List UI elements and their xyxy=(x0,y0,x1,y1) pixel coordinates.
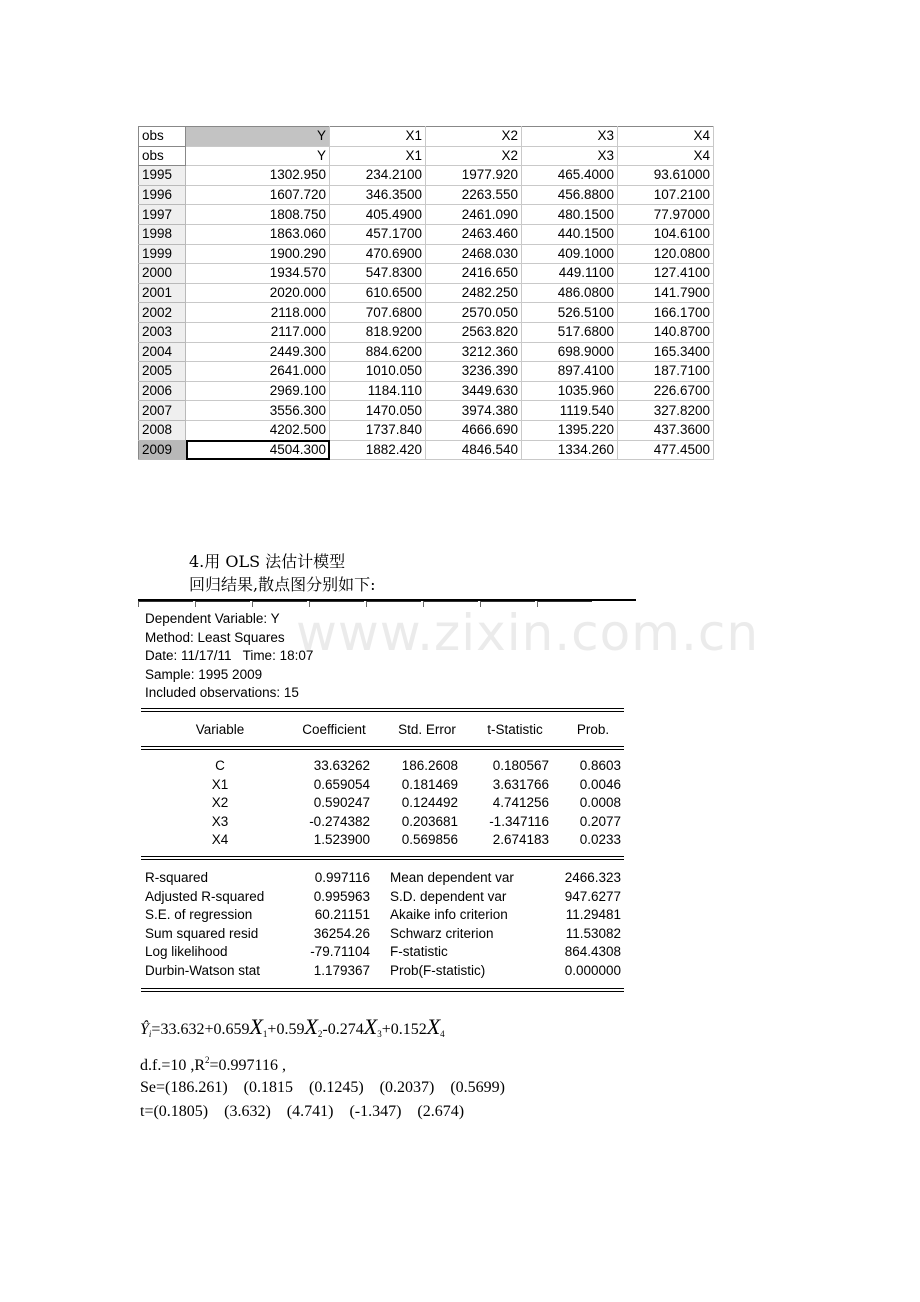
std-error-value: 0.569856 xyxy=(401,832,458,848)
value-cell[interactable]: 610.6500 xyxy=(330,283,426,303)
table-row xyxy=(139,342,714,362)
stat-value: 11.53082 xyxy=(565,925,621,941)
stat-label: S.E. of regression xyxy=(145,907,253,923)
obs-cell[interactable]: 2004 xyxy=(139,342,186,362)
table-row xyxy=(139,303,714,323)
stat-label: Schwarz criterion xyxy=(390,925,494,941)
info-line: Included observations: 15 xyxy=(145,685,299,701)
std-error-value: 186.2608 xyxy=(401,758,458,773)
stat-label: R-squared xyxy=(145,870,209,885)
value-cell[interactable]: 2263.550 xyxy=(426,185,522,205)
stat-label: Akaike info criterion xyxy=(390,907,508,923)
table-row xyxy=(139,322,714,342)
value-cell[interactable]: 1184.110 xyxy=(330,381,426,401)
value-cell[interactable]: 1977.920 xyxy=(426,166,522,186)
value-cell[interactable]: 517.6800 xyxy=(522,322,618,342)
value-cell[interactable]: X3 xyxy=(522,146,618,166)
stat-value: 1.179367 xyxy=(313,963,370,978)
value-cell[interactable]: 234.2100 xyxy=(330,166,426,186)
prob-value: 0.0008 xyxy=(579,795,621,811)
header-row xyxy=(139,127,714,147)
obs-cell[interactable]: obs xyxy=(139,127,186,147)
std-error-value: 0.203681 xyxy=(401,813,458,829)
value-cell[interactable]: 1900.290 xyxy=(186,244,330,264)
obs-cell[interactable]: 2006 xyxy=(139,381,186,401)
variable-name: C xyxy=(215,758,225,773)
prob-value: 0.2077 xyxy=(579,813,621,829)
value-cell[interactable]: 884.6200 xyxy=(330,342,426,362)
value-cell[interactable]: 1607.720 xyxy=(186,185,330,205)
value-cell[interactable]: 437.3600 xyxy=(618,420,714,440)
column-header: t-Statistic xyxy=(487,722,543,737)
prob-value: 0.8603 xyxy=(579,758,621,773)
value-cell[interactable]: 547.8300 xyxy=(330,264,426,284)
table-row xyxy=(139,185,714,205)
value-cell[interactable]: 470.6900 xyxy=(330,244,426,264)
value-cell[interactable]: 127.4100 xyxy=(618,264,714,284)
obs-cell[interactable]: 2001 xyxy=(139,283,186,303)
value-cell[interactable]: 1737.840 xyxy=(330,420,426,440)
info-line: Date: 11/17/11 Time: 18:07 xyxy=(145,648,314,664)
obs-cell[interactable]: 2009 xyxy=(139,440,186,460)
value-cell[interactable]: Y xyxy=(186,146,330,166)
value-cell[interactable]: 346.3500 xyxy=(330,185,426,205)
table-row xyxy=(139,205,714,225)
intro-text: 回归结果,散点图分别如下: xyxy=(189,575,376,594)
value-cell[interactable]: 1334.260 xyxy=(522,440,618,460)
table-row xyxy=(139,440,714,460)
value-cell[interactable]: 4504.300 xyxy=(186,440,330,460)
step-heading: 4.用 OLS 法估计模型 xyxy=(189,552,346,571)
value-cell[interactable]: 226.6700 xyxy=(618,381,714,401)
table-row xyxy=(139,381,714,401)
value-cell[interactable]: 480.1500 xyxy=(522,205,618,225)
stat-label: F-statistic xyxy=(390,944,448,960)
stat-value: 947.6277 xyxy=(564,888,621,904)
value-cell[interactable]: 2020.000 xyxy=(186,283,330,303)
value-cell[interactable]: 477.4500 xyxy=(618,440,714,460)
t-stat-value: 3.631766 xyxy=(492,776,549,792)
column-header: Std. Error xyxy=(398,722,456,737)
column-header: Prob. xyxy=(576,722,610,737)
value-cell[interactable]: 2117.000 xyxy=(186,322,330,342)
variable-name: X2 xyxy=(211,795,229,811)
value-cell[interactable]: X3 xyxy=(522,127,618,147)
coefficient-value: 0.590247 xyxy=(313,795,370,811)
value-cell[interactable]: 2449.300 xyxy=(186,342,330,362)
stat-value: 864.4308 xyxy=(564,944,621,960)
value-cell[interactable]: 2482.250 xyxy=(426,283,522,303)
df-line: d.f.=10 $,R^2=0.997116$ , xyxy=(140,1055,286,1074)
column-header: Variable xyxy=(195,722,245,737)
value-cell[interactable]: 3974.380 xyxy=(426,401,522,421)
obs-cell[interactable]: 1998 xyxy=(139,224,186,244)
value-cell[interactable]: X1 xyxy=(330,146,426,166)
info-line: Method: Least Squares xyxy=(145,629,285,645)
value-cell[interactable]: 1035.960 xyxy=(522,381,618,401)
value-cell[interactable]: 818.9200 xyxy=(330,322,426,342)
obs-cell[interactable]: 1997 xyxy=(139,205,186,225)
info-line: Sample: 1995 2009 xyxy=(145,666,263,682)
stat-value: 0.997116 xyxy=(314,870,370,885)
coefficient-value: 0.659054 xyxy=(313,776,370,792)
header-row xyxy=(139,146,714,166)
obs-cell[interactable]: 2000 xyxy=(139,264,186,284)
value-cell[interactable]: 166.1700 xyxy=(618,303,714,323)
value-cell[interactable]: 2570.050 xyxy=(426,303,522,323)
stat-value: -79.71104 xyxy=(310,944,370,960)
value-cell[interactable]: 4202.500 xyxy=(186,420,330,440)
stat-value: 2466.323 xyxy=(564,870,621,885)
std-error-value: 0.181469 xyxy=(401,776,458,792)
obs-cell[interactable]: obs xyxy=(139,146,186,166)
value-cell[interactable]: 449.1100 xyxy=(522,264,618,284)
table-row xyxy=(139,401,714,421)
value-cell[interactable]: 486.0800 xyxy=(522,283,618,303)
value-cell[interactable]: 1470.050 xyxy=(330,401,426,421)
value-cell[interactable]: 3212.360 xyxy=(426,342,522,362)
value-cell[interactable]: X2 xyxy=(426,127,522,147)
coefficient-value: -0.274382 xyxy=(309,813,370,829)
stat-label: Adjusted R-squared xyxy=(145,888,265,904)
value-cell[interactable]: 1882.420 xyxy=(330,440,426,460)
value-cell[interactable]: 698.9000 xyxy=(522,342,618,362)
obs-cell[interactable]: 2005 xyxy=(139,362,186,382)
value-cell[interactable]: 4846.540 xyxy=(426,440,522,460)
value-cell[interactable]: 707.6800 xyxy=(330,303,426,323)
value-cell[interactable]: 409.1000 xyxy=(522,244,618,264)
table-row xyxy=(139,244,714,264)
stat-value: 11.29481 xyxy=(565,907,621,923)
value-cell[interactable]: 3236.390 xyxy=(426,362,522,382)
value-cell[interactable]: 465.4000 xyxy=(522,166,618,186)
obs-cell[interactable]: 1995 xyxy=(139,166,186,186)
value-cell[interactable]: 93.61000 xyxy=(618,166,714,186)
watermark: www.zixin.com.cn xyxy=(296,604,760,662)
table-row xyxy=(139,420,714,440)
value-cell[interactable]: 1934.570 xyxy=(186,264,330,284)
prob-value: 0.0046 xyxy=(579,776,621,792)
stat-value: 60.21151 xyxy=(314,907,370,923)
value-cell[interactable]: 140.8700 xyxy=(618,322,714,342)
table-row xyxy=(139,283,714,303)
value-cell[interactable]: 2416.650 xyxy=(426,264,522,284)
value-cell[interactable]: 1395.220 xyxy=(522,420,618,440)
value-cell[interactable]: 440.1500 xyxy=(522,224,618,244)
value-cell[interactable]: 77.97000 xyxy=(618,205,714,225)
variable-name: X1 xyxy=(211,776,229,792)
value-cell[interactable]: 2463.460 xyxy=(426,224,522,244)
prob-value: 0.0233 xyxy=(579,832,621,848)
value-cell[interactable]: 2461.090 xyxy=(426,205,522,225)
value-cell[interactable]: 327.8200 xyxy=(618,401,714,421)
value-cell[interactable]: 456.8800 xyxy=(522,185,618,205)
value-cell[interactable]: 1010.050 xyxy=(330,362,426,382)
value-cell[interactable]: 187.7100 xyxy=(618,362,714,382)
value-cell[interactable]: 2563.820 xyxy=(426,322,522,342)
value-cell[interactable]: 2641.000 xyxy=(186,362,330,382)
obs-cell[interactable]: 1996 xyxy=(139,185,186,205)
variable-name: X3 xyxy=(211,813,229,829)
value-cell[interactable]: 4666.690 xyxy=(426,420,522,440)
value-cell[interactable]: 897.4100 xyxy=(522,362,618,382)
stat-value: 0.995963 xyxy=(313,888,370,904)
table-row xyxy=(139,224,714,244)
info-line: Dependent Variable: Y xyxy=(145,611,280,626)
value-cell[interactable]: 120.0800 xyxy=(618,244,714,264)
value-cell[interactable]: Y xyxy=(186,127,330,147)
table-row xyxy=(139,362,714,382)
value-cell[interactable]: 2118.000 xyxy=(186,303,330,323)
stat-value: 0.000000 xyxy=(564,963,621,978)
se-line: Se=(186.261) (0.1815 (0.1245) (0.2037) (0.5699) xyxy=(140,1079,505,1096)
t-stat-value: 0.180567 xyxy=(492,758,549,773)
obs-cell[interactable]: 2008 xyxy=(139,420,186,440)
value-cell[interactable]: 141.7900 xyxy=(618,283,714,303)
obs-cell[interactable]: 2003 xyxy=(139,322,186,342)
value-cell[interactable]: 2969.100 xyxy=(186,381,330,401)
value-cell[interactable]: X1 xyxy=(330,127,426,147)
value-cell[interactable]: 1863.060 xyxy=(186,224,330,244)
value-cell[interactable]: X2 xyxy=(426,146,522,166)
value-cell[interactable]: 526.5100 xyxy=(522,303,618,323)
regression-equation: $Ŷ_i=33.632+0.659X_1+0.59X_2-0.274X_3+0.152X_4$ xyxy=(140,1014,445,1039)
value-cell[interactable]: 457.1700 xyxy=(330,224,426,244)
obs-cell[interactable]: 2007 xyxy=(139,401,186,421)
t-stat-value: 2.674183 xyxy=(492,832,549,848)
obs-cell[interactable]: 1999 xyxy=(139,244,186,264)
data-spreadsheet xyxy=(138,126,714,460)
coefficient-value: 33.63262 xyxy=(313,758,370,773)
value-cell[interactable]: 1302.950 xyxy=(186,166,330,186)
regression-info xyxy=(145,610,313,703)
value-cell[interactable]: X4 xyxy=(618,146,714,166)
t-stat-value: 4.741256 xyxy=(492,795,549,811)
value-cell[interactable]: 165.3400 xyxy=(618,342,714,362)
value-cell[interactable]: 1808.750 xyxy=(186,205,330,225)
value-cell[interactable]: 3556.300 xyxy=(186,401,330,421)
std-error-value: 0.124492 xyxy=(401,795,458,811)
t-line: t=(0.1805) (3.632) (4.741) (-1.347) (2.674) xyxy=(140,1103,465,1120)
coefficient-value: 1.523900 xyxy=(313,832,370,848)
stat-label: Mean dependent var xyxy=(390,870,514,885)
value-cell[interactable]: 2468.030 xyxy=(426,244,522,264)
variable-name: X4 xyxy=(211,832,229,848)
value-cell[interactable]: X4 xyxy=(618,127,714,147)
t-stat-value: -1.347116 xyxy=(489,813,549,829)
stat-label: Durbin-Watson stat xyxy=(145,963,261,978)
column-header: Coefficient xyxy=(302,722,366,737)
table-row xyxy=(139,166,714,186)
stat-value: 36254.26 xyxy=(313,925,370,941)
stat-label: Log likelihood xyxy=(145,944,228,960)
value-cell[interactable]: 104.6100 xyxy=(618,224,714,244)
value-cell[interactable]: 107.2100 xyxy=(618,185,714,205)
stat-label: Sum squared resid xyxy=(145,925,259,941)
value-cell[interactable]: 1119.540 xyxy=(522,401,618,421)
stat-label: Prob(F-statistic) xyxy=(390,963,486,978)
value-cell[interactable]: 3449.630 xyxy=(426,381,522,401)
obs-cell[interactable]: 2002 xyxy=(139,303,186,323)
table-row xyxy=(139,264,714,284)
value-cell[interactable]: 405.4900 xyxy=(330,205,426,225)
stat-label: S.D. dependent var xyxy=(390,888,507,904)
